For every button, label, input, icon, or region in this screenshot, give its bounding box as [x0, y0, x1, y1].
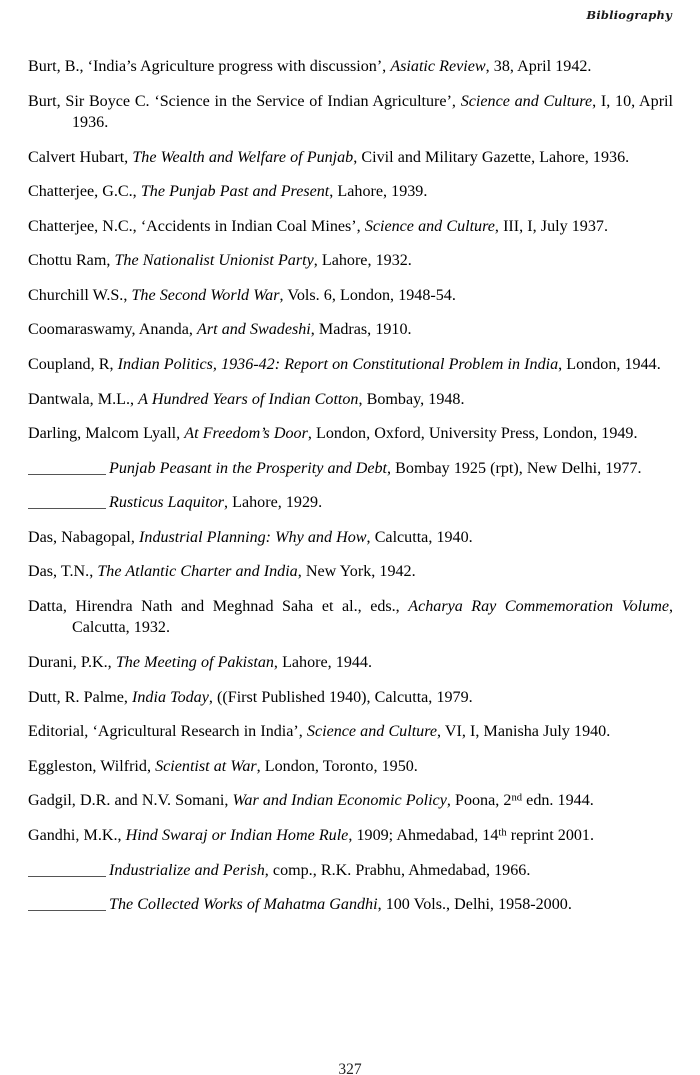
entry-text: edn. 1944. [522, 792, 594, 810]
entry-title-italic: The Meeting of Pakistan [115, 654, 274, 672]
entry-text: , 1909; Ahmedabad, 14 [348, 826, 499, 844]
bibliography-entry [28, 354, 673, 375]
entry-title-italic: Punjab Peasant in the Prosperity and Debt [109, 459, 388, 477]
entry-text: , Lahore, 1929. [224, 494, 323, 512]
bibliography-entry [28, 756, 673, 777]
entry-title-italic: Science and Culture [460, 92, 593, 110]
entry-title-italic: A Hundred Years of Indian Cotton [138, 390, 359, 408]
entry-text: , comp., R.K. Prabhu, Ahmedabad, 1966. [264, 861, 531, 879]
entry-text: Datta, Hirendra Nath and Meghnad Saha et al., eds., [28, 598, 409, 616]
entry-text: Coomaraswamy, Ananda, [28, 321, 197, 339]
bibliography-entry [28, 285, 673, 306]
entry-title-italic: Scientist at War [155, 757, 257, 775]
entry-title-italic: Hind Swaraj or Indian Home Rule [125, 826, 349, 844]
entry-title-italic: The Second World War [131, 286, 280, 304]
entry-text: Darling, Malcom Lyall, [28, 425, 185, 443]
entry-text: Das, T.N., [28, 563, 98, 581]
bibliography-entry [28, 216, 673, 237]
ordinal-suffix: th [498, 827, 507, 839]
entry-text: , Poona, 2 [446, 792, 512, 810]
entry-text: , Civil and Military Gazette, Lahore, 1936. [353, 148, 630, 166]
entry-title-italic: Industrial Planning: Why and How [139, 528, 367, 546]
entry-text: , Lahore, 1944. [273, 654, 372, 672]
repeated-author-rule [28, 508, 106, 509]
bibliography-entry [28, 825, 673, 846]
entry-text: Gandhi, M.K., [28, 826, 126, 844]
entry-title-italic: Acharya Ray Commemoration Volume [408, 598, 669, 616]
entry-text: Das, Nabagopal, [28, 528, 140, 546]
bibliography-entry [28, 56, 673, 77]
entry-text: , Calcutta, 1940. [366, 528, 473, 546]
bibliography-entry [28, 458, 673, 479]
entry-title-italic: Indian Politics, 1936-42: Report on Constitutional Problem in India [117, 356, 559, 374]
repeated-author-rule [28, 910, 106, 911]
running-head: Bibliography [586, 8, 672, 22]
ordinal-suffix: nd [511, 792, 523, 804]
bibliography-entry [28, 561, 673, 582]
entry-text: Calvert Hubart, [28, 148, 133, 166]
entry-text: , Lahore, 1939. [329, 183, 428, 201]
entry-text: , III, I, July 1937. [494, 217, 608, 235]
bibliography-entry [28, 721, 673, 742]
repeated-author-rule [28, 876, 106, 877]
bibliography-entry [28, 527, 673, 548]
bibliography-entry-list [28, 56, 673, 915]
entry-text: Durani, P.K., [28, 654, 116, 672]
page-number: 327 [338, 1061, 362, 1075]
entry-text: Eggleston, Wilfrid, [28, 757, 156, 775]
bibliography-entry [28, 860, 673, 881]
entry-text: , 38, April 1942. [485, 58, 592, 75]
entry-text: Burt, Sir Boyce C. ‘Science in the Service of Indian Agriculture’, [28, 92, 461, 110]
entry-text: Churchill W.S., [28, 286, 132, 304]
entry-text: , Bombay 1925 (rpt), New Delhi, 1977. [387, 459, 642, 477]
entry-title-italic: Art and Swadeshi [197, 321, 311, 339]
entry-text: , Calcutta, 1932. [72, 598, 673, 637]
entry-text: , Vols. 6, London, 1948-54. [279, 286, 456, 304]
bibliography-entry [28, 181, 673, 202]
bibliography-entry [28, 91, 673, 134]
entry-title-italic: India Today [132, 688, 209, 706]
bibliography-entry [28, 790, 673, 811]
bibliography-entry [28, 147, 673, 168]
entry-text: Burt, B., ‘India’s Agriculture progress with discussion’, [28, 58, 391, 75]
entry-text: reprint 2001. [506, 826, 594, 844]
entry-title-italic: The Punjab Past and Present [140, 183, 330, 201]
entry-text: , London, Oxford, University Press, London, 1949. [307, 425, 638, 443]
repeated-author-rule [28, 474, 106, 475]
bibliography-entry [28, 652, 673, 673]
entry-text: Dutt, R. Palme, [28, 688, 133, 706]
entry-text: Dantwala, M.L., [28, 390, 139, 408]
entry-title-italic: War and Indian Economic Policy [232, 792, 447, 810]
entry-text: , I, 10, April 1936. [72, 92, 674, 131]
entry-title-italic: The Wealth and Welfare of Punjab [132, 148, 354, 166]
entry-text: Coupland, R, [28, 356, 118, 374]
entry-title-italic: Science and Culture [306, 723, 438, 741]
entry-text: , Bombay, 1948. [358, 390, 465, 408]
bibliography-entry [28, 492, 673, 513]
bibliography-entry [28, 596, 673, 639]
entry-text: , New York, 1942. [297, 563, 416, 581]
entry-title-italic: Asiatic Review [390, 58, 486, 75]
entry-title-italic: Industrialize and Perish [109, 861, 265, 879]
entry-text: , Lahore, 1932. [313, 252, 412, 270]
entry-title-italic: The Atlantic Charter and India [97, 563, 298, 581]
entry-text: Chatterjee, N.C., ‘Accidents in Indian Coal Mines’, [28, 217, 365, 235]
entry-text: Chottu Ram, [28, 252, 115, 270]
bibliography-entry [28, 250, 673, 271]
entry-title-italic: The Collected Works of Mahatma Gandhi [109, 896, 378, 914]
entry-text: , London, Toronto, 1950. [256, 757, 418, 775]
bibliography-entry [28, 423, 673, 444]
bibliography-entry [28, 894, 673, 915]
bibliography-entry [28, 389, 673, 410]
entry-title-italic: Science and Culture [364, 217, 495, 235]
entry-text: Editorial, ‘Agricultural Research in India’, [28, 723, 307, 741]
entry-title-italic: The Nationalist Unionist Party [114, 252, 314, 270]
entry-text: , VI, I, Manisha July 1940. [437, 723, 611, 741]
entry-text: Chatterjee, G.C., [28, 183, 141, 201]
entry-text: , London, 1944. [558, 356, 661, 374]
entry-text: , Madras, 1910. [310, 321, 412, 339]
entry-text: , ((First Published 1940), Calcutta, 1979. [208, 688, 473, 706]
entry-title-italic: At Freedom’s Door [184, 425, 308, 443]
entry-text: , 100 Vols., Delhi, 1958-2000. [377, 896, 572, 914]
entry-title-italic: Rusticus Laquitor [109, 494, 225, 512]
entry-text: Gadgil, D.R. and N.V. Somani, [28, 792, 233, 810]
bibliography-entry [28, 687, 673, 708]
bibliography-entry [28, 319, 673, 340]
